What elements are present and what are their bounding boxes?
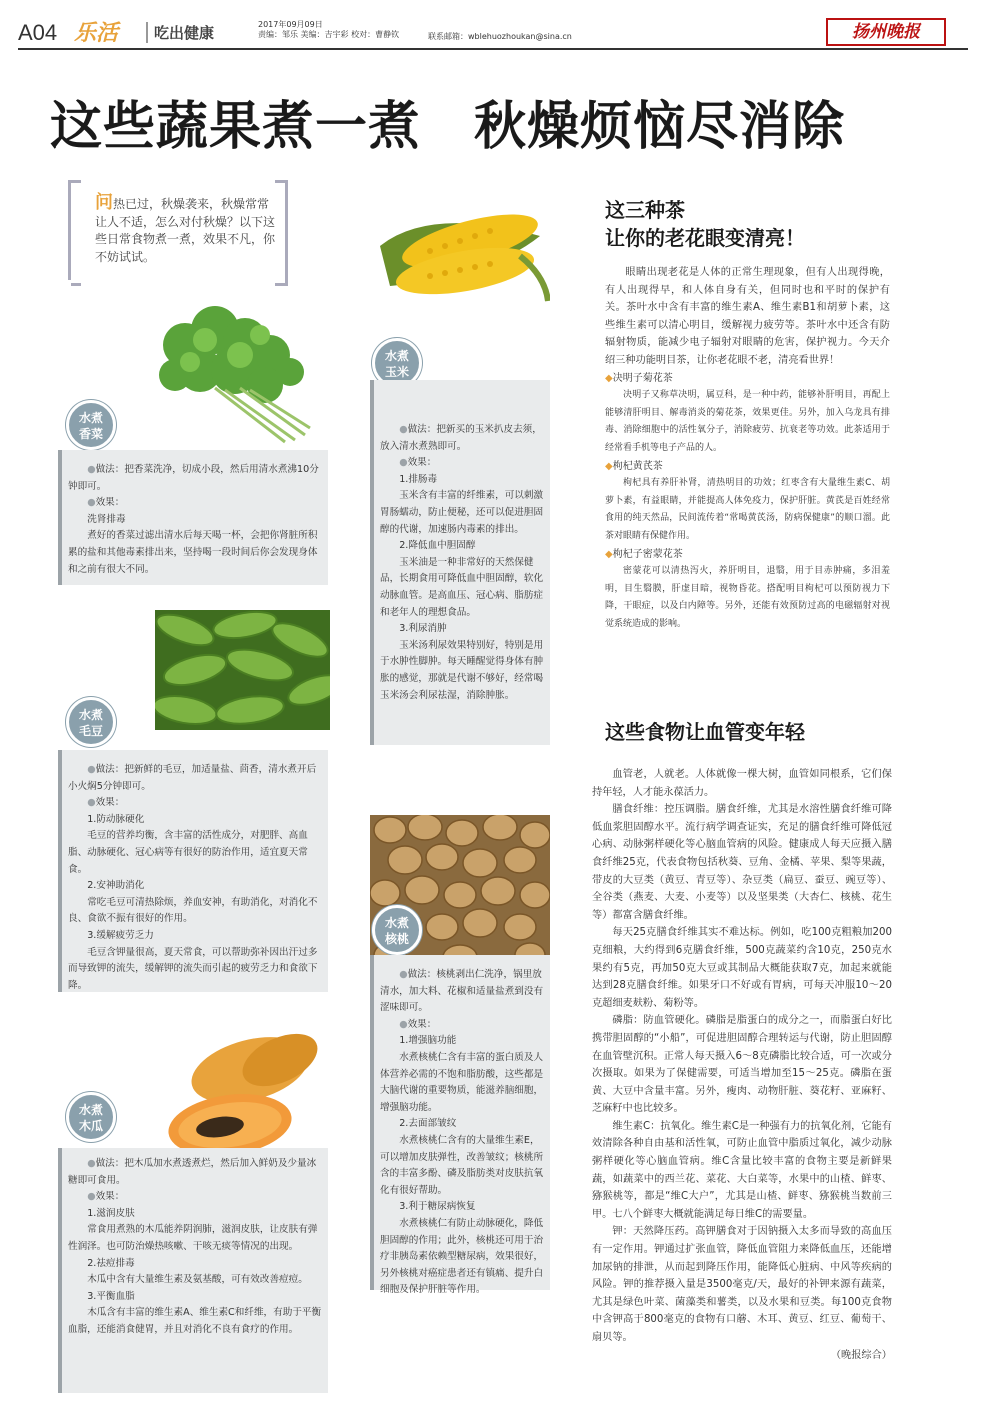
corn-effect-label: ●效果：	[399, 457, 437, 469]
tea-item-body: 决明子又称草决明，属豆科，是一种中药，能够补肝明目，再配上能够清肝明目、解毒消炎的菊花茶，效果更佳。另外，加入乌龙具有排毒、消除细胞中的活性氧分子，消除疲劳、抗衰老等功效。此茶适用于经常看手机等电子产品的人。	[605, 390, 890, 453]
item-title: 3.平衡血脂	[87, 1290, 135, 1302]
tea-item-title-text: 枸杞黄芪茶	[612, 460, 663, 472]
intro-text: 热已过，秋燥袭来，秋燥常常让人不适，怎么对付秋燥？以下这些日常食物煮一煮，效果不凡，你不妨试试。	[95, 197, 276, 264]
method-text: 做法：把新买的玉米扒皮去须，放入清水煮熟即可。	[380, 424, 542, 452]
edition-date: 2017年09月09日	[258, 20, 323, 29]
blood-paragraph: 每天25克膳食纤维其实不难达标。例如，吃100克粗粮加200克细粮，大约得到6克膳食纤维，500克蔬菜约含10克，250克水果约有5克，再加50克大豆或其制品大概能获取7克，加起来就能达到28克膳食纤维。如果牙口不好或有胃病，可每天冲服10～20克超细麦麸粉、菊粉等。	[592, 927, 892, 1009]
item-body: 水煮核桃仁含有的大量维生素E，可以增加皮肤弹性，改善皱纹；核桃所含的丰富多酚、磷及脂肪类对皮肤抗氧化有很好帮助。	[380, 1134, 544, 1196]
intro-box	[68, 180, 288, 280]
tea-item-title: ◆枸杞黄芪茶	[605, 460, 663, 472]
badge-edamame	[66, 697, 116, 747]
badge-text: 核桃	[384, 932, 409, 946]
edamame-effect-label: ●效果：	[87, 797, 125, 809]
badge-walnut	[372, 905, 422, 955]
item-title: 1.排肠毒	[399, 473, 438, 485]
badge-text: 水煮	[78, 1103, 103, 1117]
badge-text: 毛豆	[78, 724, 103, 738]
papaya-panel	[58, 1148, 328, 1393]
item-body: 玉米汤利尿效果特别好，特别是用于水肿性脚肿。每天睡醒觉得身体有肿胀的感觉，那就是代谢不够好，经常喝玉米汤会利尿祛湿，消除肿胀。	[380, 639, 544, 701]
blood-article	[592, 766, 892, 1364]
effect-label: 效果：	[95, 497, 125, 509]
blood-paragraph: 维生素C：抗氧化。维生素C是一种强有力的抗氧化剂，它能有效清除各种自由基和活性氧，可防止血管中脂质过氧化，减少动脉粥样硬化等心脑血管病。维C含量比较丰富的食物主要是新鲜果蔬，如蔬菜中的西兰花、菜花、大白菜等，水果中的山楂、鲜枣、猕猴桃等，都是“维C大户”，尤其是山楂、鲜枣、猕猴桃当数前三甲。七八个鲜枣大概就能满足每日维C的需要量。	[592, 1120, 892, 1220]
badge-text: 水煮	[384, 916, 409, 930]
item-title: 1.滋润皮肤	[87, 1207, 135, 1219]
item-body: 水煮核桃仁有防止动脉硬化，降低胆固醇的作用；此外，核桃还可用于治疗非胰岛素依赖型糖尿病，效果很好，另外核桃对癌症患者还有镇痛、提升白细胞及保护肝脏等作用。	[380, 1217, 544, 1296]
method-text: 做法：把香菜洗净，切成小段，然后用清水煮沸10分钟即可。	[68, 464, 319, 492]
edition-info	[258, 20, 399, 40]
edamame-image	[155, 610, 330, 730]
page-number: A04	[18, 20, 58, 45]
item-body: 毛豆的营养均衡，含丰富的活性成分，对肥胖、高血脂、动脉硬化、冠心病等有很好的防治作用，适宜夏天常食。	[68, 830, 308, 875]
tea-title-line2: 让你的老花眼变清亮！	[605, 226, 805, 250]
papaya-image	[160, 1030, 330, 1160]
tea-item-title-text: 决明子菊花茶	[612, 372, 673, 384]
badge-text: 木瓜	[78, 1119, 103, 1133]
papaya-method: ●做法：把木瓜加水煮透煮烂，然后加入鲜奶及少量冰糖即可食用。	[68, 1158, 317, 1186]
page-headline: 这些蔬果煮一煮 秋燥烦恼尽消除	[50, 96, 846, 157]
tea-item-body: 密蒙花可以清热泻火，养肝明目，退翳，用于目赤肿痛，多泪羞明，目生翳膜，肝虚目暗，视物昏花。搭配明目枸杞可以预防视力下降，干眼症，以及白内障等。另外，还能有效预防过高的电磁辐射对视觉系统造成的影响。	[605, 566, 890, 629]
blood-paragraph: 磷脂：防血管硬化。磷脂是脂蛋白的成分之一，而脂蛋白好比携带胆固醇的“小船”，可促进胆固醇合理转运与代谢，防止胆固醇在血管壁沉积。正常人每天摄入6～8克磷脂比较合适，可一次或分次摄取。如果为了保健需要，可适当增加至15～25克。磷脂在蛋黄、大豆中含量丰富。另外，瘦肉、动物肝脏、葵花籽、亚麻籽、芝麻籽中也比较多。	[592, 1015, 892, 1115]
section-name: 吃出健康	[146, 22, 214, 43]
item-body: 常食用煮熟的木瓜能养阴润肺，滋润皮肤，让皮肤有弹性润泽。也可防治燥热咳嗽、干咳无痰等情况的出现。	[68, 1224, 318, 1252]
article-credit: （晚报综合）	[830, 1349, 892, 1361]
tea-item-title: ◆枸杞子密蒙花茶	[605, 548, 683, 560]
badge-coriander	[66, 400, 116, 450]
papaya-effect-label: ●效果：	[87, 1191, 125, 1203]
coriander-panel	[58, 450, 328, 585]
item-body: 木瓜中含有大量维生素及氨基酸，可有效改善痘痘。	[87, 1274, 308, 1286]
badge-text: 水煮	[78, 708, 103, 722]
item-body: 水煮核桃仁含有丰富的蛋白质及人体营养必需的不饱和脂肪酸，这些都是大脑代谢的重要物质，能滋养脑细胞，增强脑功能。	[380, 1051, 544, 1113]
effect-label: 效果：	[95, 797, 125, 809]
badge-text: 香菜	[78, 427, 103, 441]
effect-label: 效果：	[407, 457, 437, 469]
item-title: 洗肾排毒	[87, 513, 126, 525]
method-text: 做法：把木瓜加水煮透煮烂，然后加入鲜奶及少量冰糖即可食用。	[68, 1158, 317, 1186]
effect-label: 效果：	[95, 1191, 125, 1203]
edamame-method: ●做法：把新鲜的毛豆，加适量盐、茴香，清水煮开后小火焖5分钟即可。	[68, 764, 317, 792]
tea-item-title: ◆决明子菊花茶	[605, 372, 673, 384]
corn-method: ●做法：把新买的玉米扒皮去须，放入清水煮熟即可。	[380, 424, 542, 452]
tea-article	[605, 264, 890, 633]
badge-text: 玉米	[384, 365, 409, 379]
edition-staff: 责编：邹乐 美编：吉宇彩 校对：曹静钦	[258, 30, 400, 39]
item-body: 毛豆含钾量很高，夏天常食，可以帮助弥补因出汗过多而导致钾的流失，缓解钾的流失而引起的疲劳乏力和食欲下降。	[68, 946, 318, 991]
coriander-image	[145, 300, 325, 450]
blood-title: 这些食物让血管变年轻	[605, 720, 805, 744]
tea-intro: 眼睛出现老花是人体的正常生理现象，但有人出现得晚，有人出现得早，和人体自身有关，但同时也和平时的保护有关。茶叶水中含有丰富的维生素A、维生素B1和胡萝卜素，这些维生素可以清心明目，缓解视力疲劳等。茶叶水中还含有防辐射物质，能减少电子辐射对眼睛的危害，保护视力。今天介绍三种功能明目茶，让你老花眼不老，清亮看世界！	[605, 267, 890, 366]
page-header	[18, 20, 968, 50]
badge-papaya	[66, 1092, 116, 1142]
item-title: 3.缓解疲劳乏力	[87, 929, 154, 941]
method-text: 做法：核桃剥出仁洗净，锅里放清水，加大料、花椒和适量盐煮到没有涩味即可。	[380, 969, 544, 1014]
corn-panel	[370, 380, 550, 745]
item-title: 1.防动脉硬化	[87, 813, 145, 825]
item-title: 1.增强脑功能	[399, 1035, 457, 1047]
effect-label: 效果：	[407, 1018, 437, 1030]
item-title: 2.祛痘排毒	[87, 1257, 135, 1269]
item-body: 常吃毛豆可清热除烦，养血安神，有助消化，对消化不良、食欲不振有很好的作用。	[68, 896, 318, 925]
item-body: 木瓜含有丰富的维生素A、维生素C和纤维，有助于平衡血脂，还能消食健胃，并且对消化不良有食疗的作用。	[68, 1307, 322, 1335]
tea-title-line1: 这三种茶	[605, 198, 685, 222]
walnut-method: ●做法：核桃剥出仁洗净，锅里放清水，加大料、花椒和适量盐煮到没有涩味即可。	[380, 969, 544, 1014]
badge-text: 水煮	[384, 349, 409, 363]
item-title: 2.去面部皱纹	[399, 1118, 457, 1130]
blood-paragraph: 钾：天然降压药。高钾膳食对于因钠摄入太多而导致的高血压有一定作用。钾通过扩张血管，降低血管阻力来降低血压，还能增加尿钠的排泄，从而起到降压作用，能降低心脏病、中风等疾病的风险。钾的推荐摄入量是3500毫克/天，最好的补钾来源有蔬菜，尤其是绿色叶菜、菌藻类和薯类，以及水果和豆类。每100克食物中含钾高于800毫克的食物有口蘑、木耳、黄豆、红豆、葡萄干、扇贝等。	[592, 1226, 892, 1343]
edamame-panel	[58, 750, 328, 992]
item-title: 3.利尿消肿	[399, 623, 447, 635]
item-body: 玉米油是一种非常好的天然保健品，长期食用可降低血中胆固醇，软化动脉血管。是高血压、冠心病、脂肪症和老年人的理想食品。	[380, 556, 544, 618]
coriander-effect-label: ●效果：	[87, 497, 125, 509]
coriander-method: ●做法：把香菜洗净，切成小段，然后用清水煮沸10分钟即可。	[68, 464, 319, 492]
blood-paragraph: 血管老，人就老。人体就像一棵大树，血管如同根系，它们保持年轻，人才能永葆活力。	[592, 769, 892, 798]
badge-text: 水煮	[78, 411, 103, 425]
tea-item-title-text: 枸杞子密蒙花茶	[612, 548, 683, 560]
intro-lead-char: 问	[95, 192, 113, 213]
item-title: 2.安神助消化	[87, 880, 145, 892]
method-text: 做法：把新鲜的毛豆，加适量盐、茴香，清水煮开后小火焖5分钟即可。	[68, 764, 317, 792]
masthead-logo: 扬州晚报	[826, 18, 946, 46]
walnut-effect-label: ●效果：	[399, 1018, 437, 1030]
tea-item-body: 枸杞具有养肝补肾，清热明目的功效；红枣含有大量维生素C、胡萝卜素，有益眼睛，并能提高人体免疫力，保护肝脏。黄芪是百姓经常食用的纯天然品，民间流传着“常喝黄芪汤，防病保健康”的顺口溜。此茶对眼睛有保健作用。	[605, 478, 890, 541]
tea-title	[605, 196, 895, 252]
contact-email: 联系邮箱：wblehuozhoukan@sina.cn	[428, 32, 572, 41]
blood-paragraph: 膳食纤维：控压调脂。膳食纤维，尤其是水溶性膳食纤维可降低血浆胆固醇水平。流行病学调查证实，充足的膳食纤维可降低冠心病、动脉粥样硬化等心脑血管病的风险。健康成人每天应摄入膳食纤维25克，代表食物包括秋葵、豆角、金橘、苹果、梨等果蔬，带皮的大豆类（黄豆、青豆等）、杂豆类（扁豆、蚕豆、豌豆等）、全谷类（燕麦、大麦、小麦等）以及坚果类（大杏仁、核桃、花生等）都富含膳食纤维。	[592, 804, 892, 921]
item-body: 玉米含有丰富的纤维素，可以刺激胃肠蠕动，防止便秘，还可以促进胆固醇的代谢，加速肠内毒素的排出。	[380, 490, 544, 535]
section-logo: 乐活	[74, 20, 119, 46]
walnut-panel	[370, 955, 550, 1296]
corn-image	[370, 196, 550, 306]
item-body: 煮好的香菜过滤出清水后每天喝一杯，会把你肾脏所积累的盐和其他毒素排出来，坚持喝一段时间后你会发现身体和之前有很大不同。	[68, 530, 318, 575]
item-title: 2.降低血中胆固醇	[399, 540, 476, 552]
item-title: 3.利于糖尿病恢复	[399, 1201, 476, 1213]
